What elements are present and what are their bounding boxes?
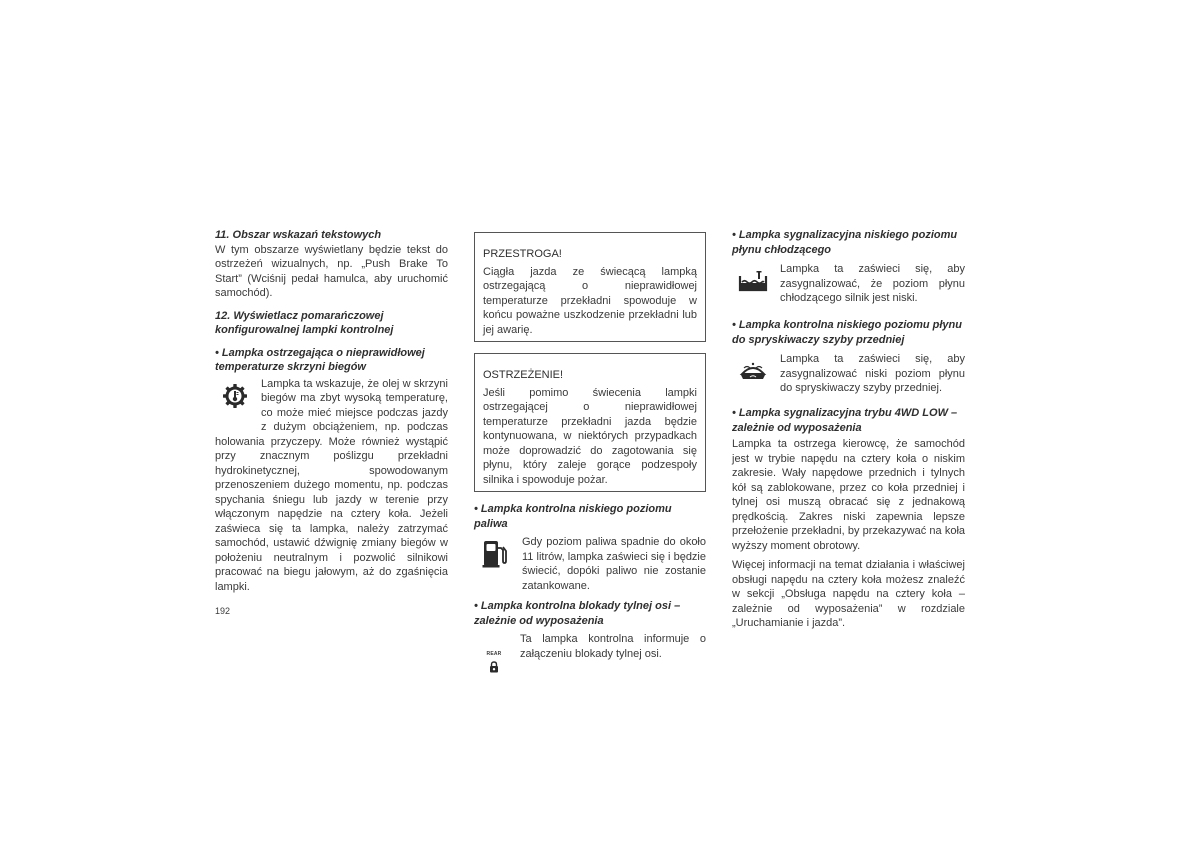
trans-temp-heading-line1: • Lampka ostrzegająca o nieprawidłowej — [215, 346, 425, 359]
transmission-temperature-icon — [215, 377, 255, 423]
warning-text: Jeśli pomimo świecenia lampki ostrzegającej o nieprawidłowej temperaturze przekładni jazda będzie kontynuowana, w niektórych przypadkach może doprowadzić do zagotowania się płynu, który zaleje gorące podzespoły silnika i spowoduje pożar. — [483, 386, 697, 486]
rear-axle-lock-icon — [474, 632, 514, 678]
rear-label: REAR — [486, 650, 502, 657]
section-11-heading: 11. Obszar wskazań tekstowych — [215, 229, 382, 241]
coolant-level-icon — [732, 262, 774, 310]
more-info-text: Więcej informacji na temat działania i właściwej obsługi napędu na cztery koła możesz znaleźć w sekcji „Obsługa napędu na cztery koła – zależnie od wyposażenia” w rozdziale „Uruchamianie i jazda”. — [732, 559, 965, 629]
coolant-heading-line1: • Lampka sygnalizacyjna niskiego poziomu — [732, 229, 958, 241]
warning-title: OSTRZEŻENIE! — [483, 369, 564, 381]
trans-temp-block — [215, 377, 448, 595]
caution-box — [474, 232, 706, 342]
page-number: 192 — [215, 606, 231, 616]
caution-text: Ciągła jazda ze świecącą lampką ostrzegającą o nieprawidłowej temperaturze przekładni spowoduje w końcu poważne uszkodzenie przekładni lub jej awarię. — [483, 265, 697, 336]
4wd-low-text: Lampka ta ostrzega kierowcę, że samochód jest w trybie napędu na cztery koła o niskim zakresie. Wały napędowe przednich i tylnych kół są zablokowane, przez co koła przedniej i tylnej osi muszą obracać się z jednakową prędkością. Zakres niski zapewnia lepsze przełożenie przekładni, by przekazywać na koła wyższy moment obrotowy. — [732, 438, 965, 552]
rear-axle-heading-line1: • Lampka kontrolna blokady tylnej osi – — [474, 600, 681, 612]
column-right — [732, 228, 965, 631]
washer-block — [732, 352, 965, 398]
fuel-text: Gdy poziom paliwa spadnie do około 11 litrów, lampka zaświeci się i będzie świecić, dopóki paliwo nie zostanie zatankowane. — [522, 536, 706, 592]
coolant-heading-line2: płynu chłodzącego — [732, 243, 832, 256]
section-12-heading-line1: 12. Wyświetlacz pomarańczowej — [215, 309, 384, 322]
fuel-heading: • Lampka kontrolna niskiego poziomu paliwa — [474, 503, 672, 530]
washer-fluid-icon — [732, 352, 774, 398]
washer-heading-line1: • Lampka kontrolna niskiego poziomu płynu — [732, 319, 962, 331]
trans-temp-text: Lampka ta wskazuje, że olej w skrzyni biegów ma zbyt wysoką temperaturę, co może mieć miejsce podczas jazdy z dużym obciążeniem, np. podczas holowania przyczepy. Może również wystąpić przy znacznym poślizgu przekładni hydrokinetycznej, spowodowanym przenoszeniem dużego momentu, np. podczas spychania śniegu lub jazdy w terenie przy włączonym napędzie na cztery koła. Jeżeli zaświeca się ta lampka, należy zatrzymać samochód, ustawić dźwignię zmiany biegów w położeniu neutralnym i pozwolić silnikowi pracować na biegu jałowym, aż do zgaśnięcia lampki. — [215, 377, 448, 593]
section-11-text: W tym obszarze wyświetlany będzie tekst do ostrzeżeń wizualnych, np. „Push Brake To Start” (Wciśnij pedał hamulca, aby uruchomić samochód). — [215, 243, 448, 299]
column-left — [215, 228, 448, 594]
coolant-block — [732, 262, 965, 310]
warning-box — [474, 353, 706, 492]
washer-text: Lampka ta zaświeci się, aby zasygnalizować niski poziom płynu do spryskiwaczy szyby przedniej. — [780, 353, 965, 394]
fuel-pump-icon — [474, 535, 516, 581]
washer-heading-line2: do spryskiwaczy szyby przedniej — [732, 333, 905, 346]
fuel-block — [474, 535, 706, 593]
coolant-text: Lampka ta zaświeci się, aby zasygnalizować, że poziom płynu chłodzącego silnik jest niski. — [780, 263, 965, 304]
section-12-heading-line2: konfigurowalnej lampki kontrolnej — [215, 324, 394, 336]
rear-axle-block — [474, 632, 706, 678]
4wd-low-heading-line1: • Lampka sygnalizacyjna trybu 4WD LOW – — [732, 407, 958, 419]
column-middle — [474, 232, 706, 678]
caution-title: PRZESTROGA! — [483, 248, 562, 260]
rear-axle-text: Ta lampka kontrolna informuje o załączeniu blokady tylnej osi. — [520, 633, 706, 660]
4wd-low-heading-line2: zależnie od wyposażenia — [732, 421, 862, 434]
rear-axle-heading-line2: zależnie od wyposażenia — [474, 614, 604, 627]
trans-temp-heading-line2: temperaturze skrzyni biegów — [215, 361, 366, 373]
